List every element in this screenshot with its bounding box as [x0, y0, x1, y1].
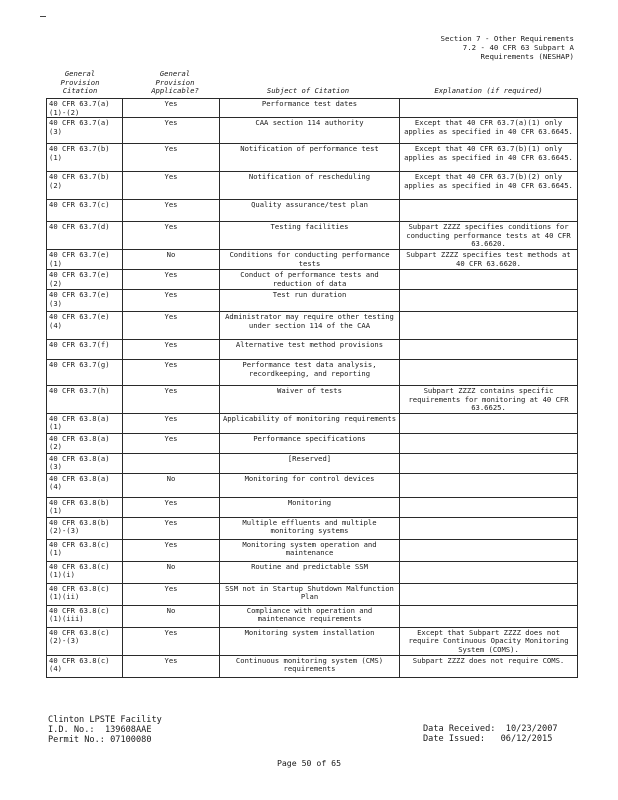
explanation-cell: [400, 433, 578, 453]
table-row: [47, 99, 578, 118]
issued-label: Date Issued:: [423, 733, 486, 744]
applicable-cell: Yes: [123, 99, 220, 118]
table-row: [47, 413, 578, 433]
explanation-cell: [400, 311, 578, 339]
applicable-cell: Yes: [123, 497, 220, 517]
applicable-cell: No: [123, 561, 220, 583]
explanation-cell: [400, 99, 578, 118]
table-row: [47, 539, 578, 561]
footer-facility-info: [48, 716, 162, 745]
citation-cell: 40 CFR 63.8(b)(1): [47, 497, 123, 517]
subject-cell: [Reserved]: [220, 453, 400, 473]
subject-cell: Applicability of monitoring requirements: [220, 413, 400, 433]
table-row: [47, 385, 578, 413]
table-row: [47, 517, 578, 539]
subject-cell: Testing facilities: [220, 222, 400, 250]
col-header-applicable: General Provision Applicable?: [151, 69, 199, 96]
table-row: [47, 433, 578, 453]
explanation-cell: [400, 539, 578, 561]
explanation-cell: [400, 200, 578, 222]
received-value: 10/23/2007: [505, 724, 558, 734]
applicable-cell: Yes: [123, 583, 220, 605]
explanation-cell: [400, 289, 578, 311]
applicable-cell: [123, 453, 220, 473]
page-number: Page 50 of 65: [276, 758, 342, 768]
permit-value: 07100080: [110, 734, 152, 745]
explanation-cell: [400, 583, 578, 605]
applicable-cell: Yes: [123, 269, 220, 289]
explanation-cell: [400, 453, 578, 473]
citation-cell: 40 CFR 63.8(c)(2)-(3): [47, 627, 123, 655]
subject-cell: Monitoring system operation and maintenance: [220, 539, 400, 561]
requirements-table: [46, 98, 578, 678]
subject-cell: Performance test dates: [220, 99, 400, 118]
explanation-cell: Subpart ZZZZ specifies conditions for conducting performance tests at 40 CFR 63.6620.: [400, 222, 578, 250]
citation-cell: 40 CFR 63.8(c)(1)(i): [47, 561, 123, 583]
subject-cell: Monitoring for control devices: [220, 473, 400, 497]
citation-cell: 40 CFR 63.7(e)(2): [47, 269, 123, 289]
table-row: [47, 359, 578, 385]
citation-cell: 40 CFR 63.8(c)(4): [47, 655, 123, 677]
page-header: [441, 34, 575, 62]
applicable-cell: Yes: [123, 433, 220, 453]
applicable-cell: Yes: [123, 627, 220, 655]
table-row: [47, 200, 578, 222]
applicable-cell: Yes: [123, 517, 220, 539]
subject-cell: Multiple effluents and multiple monitoring systems: [220, 517, 400, 539]
citation-cell: 40 CFR 63.8(a)(3): [47, 453, 123, 473]
applicable-cell: No: [123, 473, 220, 497]
corner-mark: [40, 16, 46, 17]
subject-cell: Routine and predictable SSM: [220, 561, 400, 583]
explanation-cell: [400, 561, 578, 583]
table-row: [47, 289, 578, 311]
table-row: [47, 249, 578, 269]
subject-cell: Continuous monitoring system (CMS) requirements: [220, 655, 400, 677]
citation-cell: 40 CFR 63.7(c): [47, 200, 123, 222]
citation-cell: 40 CFR 63.8(c)(1)(iii): [47, 605, 123, 627]
subject-cell: Quality assurance/test plan: [220, 200, 400, 222]
citation-cell: 40 CFR 63.8(a)(1): [47, 413, 123, 433]
table-row: [47, 118, 578, 144]
applicable-cell: No: [123, 605, 220, 627]
subject-cell: Performance test data analysis, recordkeeping, and reporting: [220, 359, 400, 385]
subject-cell: Monitoring: [220, 497, 400, 517]
subject-cell: Test run duration: [220, 289, 400, 311]
subject-cell: Compliance with operation and maintenance requirements: [220, 605, 400, 627]
table-row: [47, 605, 578, 627]
subject-cell: SSM not in Startup Shutdown Malfunction Plan: [220, 583, 400, 605]
explanation-cell: [400, 473, 578, 497]
citation-cell: 40 CFR 63.7(a)(3): [47, 118, 123, 144]
citation-cell: 40 CFR 63.8(c)(1)(ii): [47, 583, 123, 605]
subject-cell: Notification of performance test: [220, 144, 400, 172]
citation-cell: 40 CFR 63.7(e)(1): [47, 249, 123, 269]
table-row: [47, 222, 578, 250]
table-row: [47, 453, 578, 473]
citation-cell: 40 CFR 63.7(e)(4): [47, 311, 123, 339]
table-row: [47, 497, 578, 517]
explanation-cell: [400, 497, 578, 517]
applicable-cell: Yes: [123, 539, 220, 561]
citation-cell: 40 CFR 63.8(a)(2): [47, 433, 123, 453]
explanation-cell: [400, 269, 578, 289]
explanation-cell: Except that 40 CFR 63.7(a)(1) only applies as specified in 40 CFR 63.6645.: [400, 118, 578, 144]
explanation-cell: [400, 359, 578, 385]
subject-cell: CAA section 114 authority: [220, 118, 400, 144]
citation-cell: 40 CFR 63.7(b)(1): [47, 144, 123, 172]
table-row: [47, 172, 578, 200]
permit-label: Permit No.:: [48, 734, 105, 745]
facility-name: Clinton LPSTE Facility: [48, 715, 162, 725]
subject-cell: Conduct of performance tests and reduction of data: [220, 269, 400, 289]
id-value: 139608AAE: [104, 724, 152, 735]
applicable-cell: Yes: [123, 413, 220, 433]
table-row: [47, 627, 578, 655]
applicable-cell: Yes: [123, 339, 220, 359]
header-requirements: Requirements (NESHAP): [480, 52, 574, 62]
applicable-cell: Yes: [123, 172, 220, 200]
subject-cell: Alternative test method provisions: [220, 339, 400, 359]
table-row: [47, 144, 578, 172]
table-row: [47, 561, 578, 583]
citation-cell: 40 CFR 63.7(b)(2): [47, 172, 123, 200]
subject-cell: Performance specifications: [220, 433, 400, 453]
applicable-cell: Yes: [123, 289, 220, 311]
applicable-cell: Yes: [123, 311, 220, 339]
applicable-cell: No: [123, 249, 220, 269]
issued-value: 06/12/2015: [500, 733, 553, 744]
header-section: Section 7 - Other Requirements: [440, 34, 574, 43]
citation-cell: 40 CFR 63.7(f): [47, 339, 123, 359]
explanation-cell: Except that 40 CFR 63.7(b)(2) only applies as specified in 40 CFR 63.6645.: [400, 172, 578, 200]
table-row: [47, 473, 578, 497]
applicable-cell: Yes: [123, 118, 220, 144]
subject-cell: Waiver of tests: [220, 385, 400, 413]
received-label: Data Received:: [423, 724, 496, 734]
col-header-citation: General Provision Citation: [60, 69, 100, 96]
explanation-cell: [400, 339, 578, 359]
requirements-table-body: [47, 99, 578, 678]
citation-cell: 40 CFR 63.7(h): [47, 385, 123, 413]
applicable-cell: Yes: [123, 222, 220, 250]
explanation-cell: [400, 413, 578, 433]
applicable-cell: Yes: [123, 655, 220, 677]
table-row: [47, 655, 578, 677]
applicable-cell: Yes: [123, 200, 220, 222]
table-row: [47, 311, 578, 339]
citation-cell: 40 CFR 63.8(c)(1): [47, 539, 123, 561]
citation-cell: 40 CFR 63.8(b)(2)-(3): [47, 517, 123, 539]
col-header-subject: Subject of Citation: [266, 86, 350, 95]
explanation-cell: Subpart ZZZZ specifies test methods at 40 CFR 63.6620.: [400, 249, 578, 269]
explanation-cell: Except that Subpart ZZZZ does not require Continuous Opacity Monitoring System (COMS).: [400, 627, 578, 655]
citation-cell: 40 CFR 63.8(a)(4): [47, 473, 123, 497]
footer-dates: [423, 725, 558, 745]
citation-cell: 40 CFR 63.7(e)(3): [47, 289, 123, 311]
table-row: [47, 269, 578, 289]
explanation-cell: [400, 605, 578, 627]
explanation-cell: Subpart ZZZZ does not require COMS.: [400, 655, 578, 677]
explanation-cell: Except that 40 CFR 63.7(b)(1) only applies as specified in 40 CFR 63.6645.: [400, 144, 578, 172]
table-row: [47, 583, 578, 605]
header-subsection: 7.2 - 40 CFR 63 Subpart A: [462, 43, 574, 53]
id-label: I.D. No.:: [48, 724, 95, 735]
subject-cell: Notification of rescheduling: [220, 172, 400, 200]
applicable-cell: Yes: [123, 144, 220, 172]
subject-cell: Monitoring system installation: [220, 627, 400, 655]
citation-cell: 40 CFR 63.7(d): [47, 222, 123, 250]
applicable-cell: Yes: [123, 385, 220, 413]
col-header-explanation: Explanation (if required): [434, 86, 543, 95]
subject-cell: Conditions for conducting performance tests: [220, 249, 400, 269]
citation-cell: 40 CFR 63.7(a)(1)-(2): [47, 99, 123, 118]
table-row: [47, 339, 578, 359]
explanation-cell: Subpart ZZZZ contains specific requirements for monitoring at 40 CFR 63.6625.: [400, 385, 578, 413]
explanation-cell: [400, 517, 578, 539]
applicable-cell: Yes: [123, 359, 220, 385]
citation-cell: 40 CFR 63.7(g): [47, 359, 123, 385]
subject-cell: Administrator may require other testing under section 114 of the CAA: [220, 311, 400, 339]
